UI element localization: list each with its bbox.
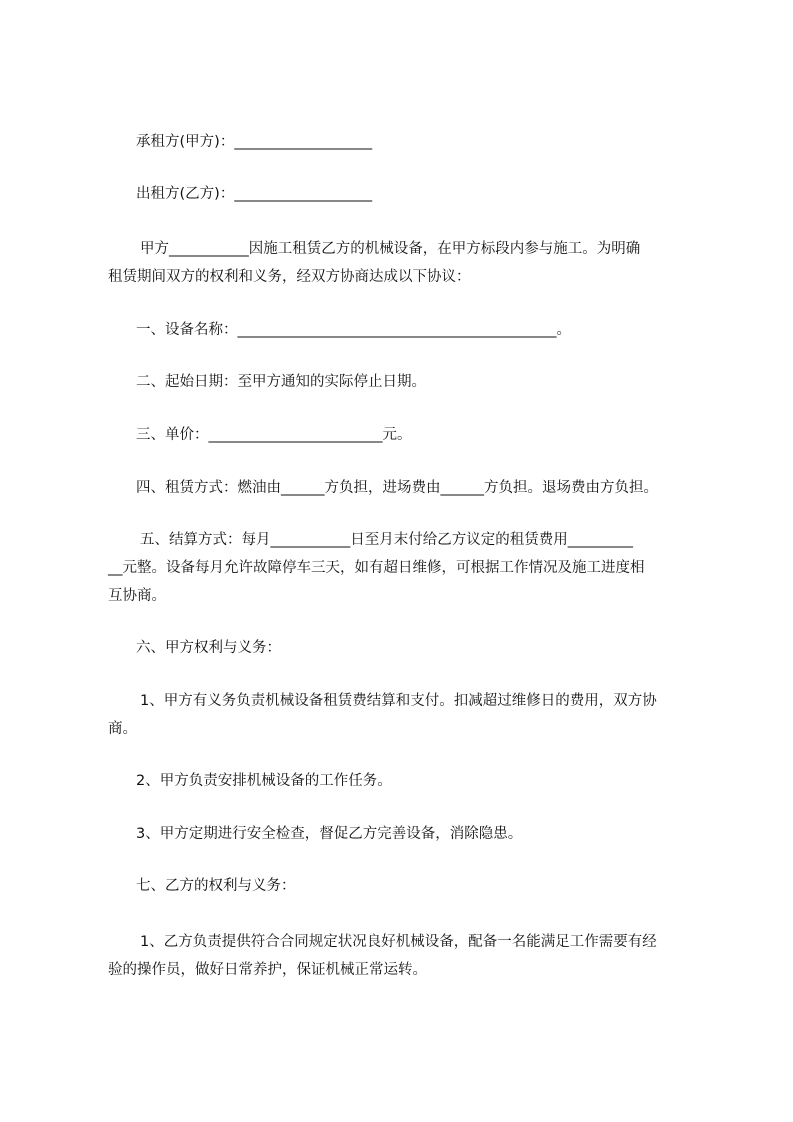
lessor-line: 出租方(乙方)：___________________ [136, 186, 373, 202]
clause-2-start-date: 二、起始日期：至甲方通知的实际停止日期。 [136, 374, 426, 390]
clause-4-lease-method: 四、租赁方式：燃油由______方负担，进场费由______方负担。退场费由方负担。 [136, 480, 658, 496]
clause-7-item-1-line-2: 验的操作员，做好日常养护，保证机械正常运转。 [108, 962, 427, 978]
clause-5-settlement-line-2: __元整。设备每月允许故障停车三天，如有超日维修，可根据工作情况及施工进度相 [108, 560, 645, 576]
clause-5-settlement-line-1: 五、结算方式：每月___________日至月末付给乙方议定的租赁费用_________ [140, 532, 633, 548]
clause-5-settlement-line-3: 互协商。 [108, 588, 166, 604]
clause-6-heading: 六、甲方权利与义务： [136, 640, 281, 656]
clause-1-equipment-name: 一、设备名称：____________________________________________。 [136, 322, 571, 338]
preamble-line-2: 租赁期间双方的权利和义务，经双方协商达成以下协议： [108, 269, 471, 285]
clause-3-unit-price: 三、单价：________________________元。 [136, 427, 412, 443]
clause-7-heading: 七、乙方的权利与义务： [136, 878, 296, 894]
clause-7-item-1-line-1: 1、乙方负责提供符合合同规定状况良好机械设备，配备一名能满足工作需要有经 [140, 934, 657, 950]
preamble-line-1: 甲方___________因施工租赁乙方的机械设备，在甲方标段内参与施工。为明确 [140, 241, 641, 257]
clause-6-item-2: 2、甲方负责安排机械设备的工作任务。 [136, 773, 392, 789]
lessee-line: 承租方(甲方)：___________________ [136, 134, 373, 150]
clause-6-item-1-line-1: 1、甲方有义务负责机械设备租赁费结算和支付。扣减超过维修日的费用，双方协 [140, 693, 657, 709]
clause-6-item-1-line-2: 商。 [108, 721, 137, 737]
clause-6-item-3: 3、甲方定期进行安全检查，督促乙方完善设备，消除隐患。 [136, 826, 523, 842]
